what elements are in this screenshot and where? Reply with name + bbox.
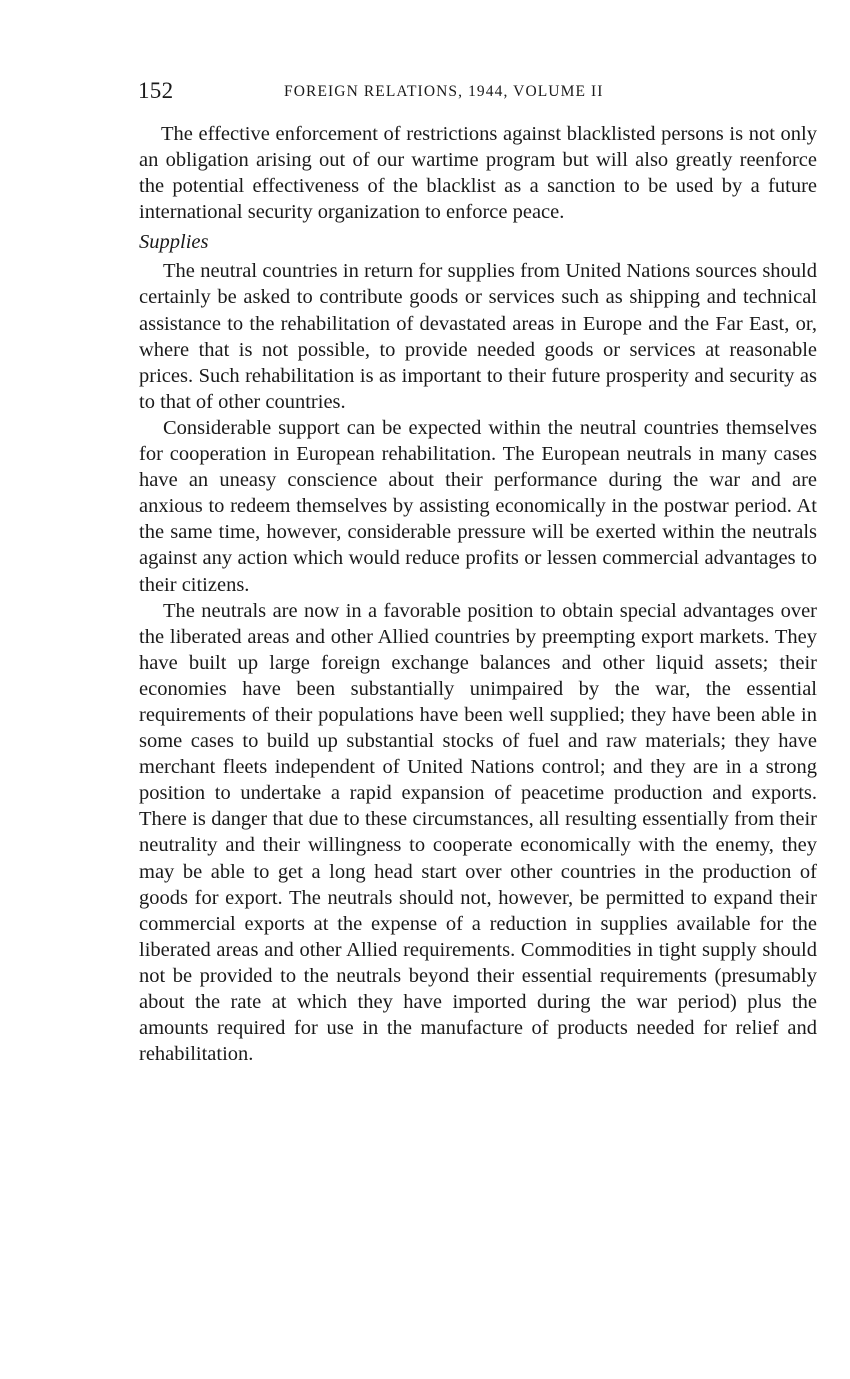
paragraph-blacklist: The effective enforcement of restrictions against blacklisted persons is not only an obligation arising out of our wartime program but will also greatly reenforce the potential effectiveness of the blacklist as a sanction to be used by a future international security organization to enforce peace.	[139, 123, 817, 224]
page-number: 152	[138, 78, 174, 103]
page-header	[138, 78, 820, 108]
paragraph-neutrals-position: The neutrals are now in a favorable position to obtain special advantages over the liberated areas and other Allied countries by preempting export markets. They have built up large foreign exchange balances and other liquid assets; their economies have been substantially unimpaired by the war, the essential requirements of their populations have been well supplied; they have been able in some cases to build up substantial stocks of fuel and raw materials; they have merchant fleets independent of United Nations control; and they are in a strong position to undertake a rapid expansion of peacetime production and exports. There is danger that due to these circumstances, all resulting essentially from their neutrality and their willingness to cooperate economically with the enemy, they may be able to get a long head start over other countries in the production of goods for export. The neutrals should not, however, be permitted to expand their commercial exports at the expense of a reduction in supplies available for the liberated areas and other Allied requirements. Commodities in tight supply should not be provided to the neutrals beyond their essential requirements (presumably about the rate at which they have imported during the war period) plus the amounts required for use in the manufacture of products needed for relief and rehabilitation.	[139, 599, 817, 1066]
section-heading-supplies: Supplies	[139, 231, 209, 254]
paragraph-rehabilitation-support: Considerable support can be expected within the neutral countries themselves for cooperation in European rehabilitation. The European neutrals in many cases have an uneasy conscience about their performance during the war and are anxious to redeem themselves by assisting economically in the postwar period. At the same time, however, considerable pressure will be exerted within the neutrals against any action which would reduce profits or lessen commercial advantages to their citizens.	[139, 416, 817, 596]
page-body	[139, 121, 817, 1067]
paragraph-neutral-supplies: The neutral countries in return for supplies from United Nations sources should certainly be asked to contribute goods or services such as shipping and technical assistance to the rehabilitation of devastated areas in Europe and the Far East, or, where that is not possible, to provide needed goods or services at reasonable prices. Such rehabilitation is as important to their future prosperity and security as to that of other countries.	[139, 260, 817, 413]
running-title: FOREIGN RELATIONS, 1944, VOLUME II	[284, 83, 604, 100]
